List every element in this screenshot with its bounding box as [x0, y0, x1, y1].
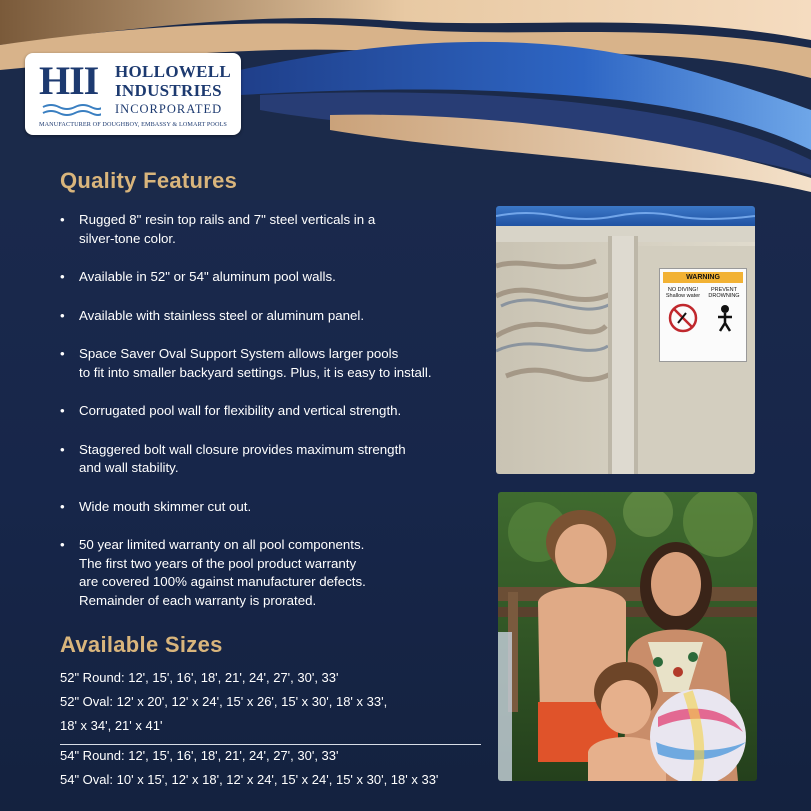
feature-text: Staggered bolt wall closure provides maximum strength — [79, 441, 406, 457]
bullet: • — [60, 346, 65, 361]
feature-text: and wall stability. — [79, 460, 179, 475]
feature-item — [58, 498, 478, 517]
size-line: 52" Oval: 12' x 20', 12' x 24', 15' x 26', 15' x 30', 18' x 33', — [60, 694, 388, 709]
feature-text: Available in 52" or 54" aluminum pool walls. — [79, 269, 336, 284]
feature-text: Space Saver Oval Support System allows larger pools — [79, 346, 399, 361]
logo-name-line2: INDUSTRIES — [115, 81, 222, 100]
feature-text: Available with stainless steel or aluminum panel. — [79, 307, 365, 323]
feature-item — [58, 345, 478, 382]
logo-name-line3: INCORPORATED — [115, 102, 223, 116]
features-list — [58, 211, 478, 610]
pool-wall-photo — [496, 206, 755, 474]
bullet: • — [60, 441, 65, 457]
bullet: • — [60, 498, 65, 514]
family-photo — [498, 492, 757, 781]
family-illustration — [498, 492, 757, 781]
feature-text: The first two years of the pool product warranty — [79, 555, 357, 571]
quality-features-heading: Quality Features — [60, 168, 238, 193]
logo-name-line1: HOLLOWELL — [115, 62, 232, 81]
waves-icon — [41, 103, 101, 117]
bullet: • — [60, 269, 65, 284]
feature-text: Wide mouth skimmer cut out. — [79, 498, 252, 514]
bullet: • — [60, 212, 65, 227]
company-logo — [25, 53, 241, 135]
available-sizes-heading: Available Sizes — [60, 632, 223, 657]
feature-text: silver-tone color. — [79, 230, 176, 246]
size-line: 52" Round: 12', 15', 16', 18', 21', 24', 27', 30', 33' — [60, 670, 339, 685]
logo-monogram: HII — [39, 58, 99, 103]
child-supervision-icon — [712, 303, 738, 333]
warning-sign-right-text: PREVENT DROWNING — [708, 287, 740, 299]
feature-item — [58, 441, 478, 478]
bullet: • — [60, 537, 65, 552]
feature-text: to fit into smaller backyard settings. Plus, it is easy to install. — [79, 364, 432, 380]
size-line: 54" Round: 12', 15', 16', 18', 21', 24', 27', 30', 33' — [60, 748, 339, 763]
divider — [60, 744, 481, 745]
feature-item — [58, 211, 478, 248]
feature-item — [58, 536, 478, 610]
warning-sign-header: WARNING — [663, 272, 743, 283]
feature-item — [58, 402, 478, 421]
bullet: • — [60, 403, 65, 418]
size-line: 54" Oval: 10' x 15', 12' x 18', 12' x 24', 15' x 24', 15' x 30', 18' x 33' — [60, 772, 439, 787]
size-line: 18' x 34', 21' x 41' — [60, 718, 163, 733]
feature-text: Corrugated pool wall for flexibility and vertical strength. — [79, 403, 402, 418]
bullet: • — [60, 307, 65, 323]
warning-sign — [659, 268, 747, 362]
feature-item — [58, 307, 478, 326]
feature-text: 50 year limited warranty on all pool components. — [79, 537, 365, 552]
feature-text: are covered 100% against manufacturer defects. — [79, 574, 366, 589]
logo-tagline: MANUFACTURER OF DOUGHBOY, EMBASSY & LOMART POOLS — [39, 121, 227, 128]
warning-sign-left-text: NO DIVING! Shallow water — [665, 287, 701, 299]
feature-item — [58, 268, 478, 287]
feature-text: Remainder of each warranty is prorated. — [79, 592, 317, 608]
feature-text: Rugged 8" resin top rails and 7" steel verticals in a — [79, 212, 376, 227]
no-diving-icon — [668, 303, 698, 333]
sizes-list — [60, 666, 490, 792]
